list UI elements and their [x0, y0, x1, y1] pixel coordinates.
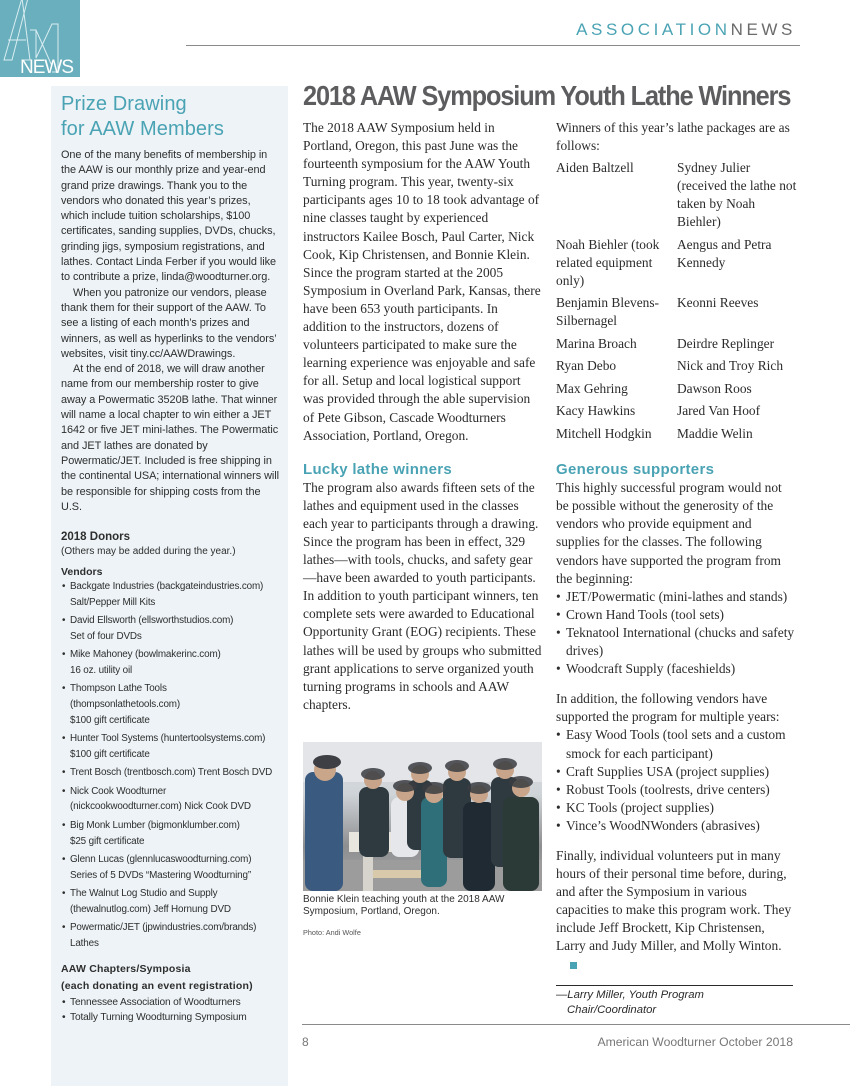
publication-footer: American Woodturner October 2018 [597, 1035, 793, 1049]
closing-text: Finally, individual volunteers put in many hours of their personal time before, during, and after the Symposium in various capacities to make this program work. They include Jeff Brockett, Kip Christensen, Larry and Judy Miller, and Molly Winton. [556, 847, 792, 954]
list-item-detail: $25 gift certificate [70, 835, 145, 847]
list-item-text: Thompson Lathe Tools (thompsonlathetools.com) [70, 683, 181, 711]
supporters-intro: This highly successful program would not be possible without the generosity of the vendors who provide equipment and supplies for the classes. The following vendors have supported the program from the beginning: [556, 480, 782, 586]
multi-year-supporters-list [556, 726, 796, 835]
logo-news-word: NEWS [20, 57, 73, 77]
list-item-detail: Series of 5 DVDs “Mastering Woodturning” [70, 869, 251, 881]
signature-line1: —Larry Miller, Youth Program [556, 988, 704, 1001]
intro-paragraph: The 2018 AAW Symposium held in Portland, Oregon, this past June was the fourteenth symposium for the AAW Youth Turning program. This year, twenty-six participants ages 10 to 18 took advantage of nine classes taught by experienced instructors Kailee Bosch, Paul Carter, Nick Cook, Kip Christensen, and Bonnie Klein. Since the program started at the 2005 Symposium in Overland Park, Kansas, there have been 653 youth participants. In addition to the instructors, dozens of volunteers participated to make sure the learning experience was enjoyable and safe for all. Setup and local logistical support was provided through the able supervision of Pete Gibson, Cascade Woodturners Association, Portland, Oregon. [303, 120, 541, 443]
list-item-text: Woodcraft Supply (faceshields) [566, 661, 736, 677]
list-item-detail: $100 gift certificate [70, 749, 150, 761]
chapters-heading-line2: (each donating an event registration) [61, 979, 253, 992]
founding-supporters-list [556, 588, 796, 678]
winner-name: Benjamin Blevens-Silbernagel [556, 295, 660, 329]
vendor-item [61, 920, 279, 952]
winner-name: Kacy Hawkins [556, 403, 636, 419]
list-item-detail: (thewalnutlog.com) Jeff Hornung DVD [70, 903, 231, 915]
vendor-item [61, 731, 279, 763]
list-item-text: The Walnut Log Studio and Supply [70, 887, 218, 899]
vendor-list [61, 579, 279, 952]
list-item-text: Robust Tools (toolrests, drive centers) [566, 781, 770, 797]
vendor-item [61, 818, 279, 850]
section-header [576, 20, 796, 40]
supporter-item [556, 588, 796, 606]
list-item-detail: Salt/Pepper Mill Kits [70, 596, 156, 608]
vendor-item [61, 765, 279, 781]
bullet-icon: • [62, 785, 66, 797]
sidebar-paragraph: When you patronize our vendors, please thank them for their support of the AAW. To see a listing of each month’s prizes and winners, as well as hyperlinks to the vendors’ websites, visit tiny.cc/AAWDrawings. [61, 286, 277, 360]
donors-heading: 2018 Donors [61, 531, 131, 544]
vendor-item [61, 886, 279, 918]
list-item-text: KC Tools (project supplies) [566, 799, 714, 815]
article-column-2 [556, 119, 796, 1018]
bullet-icon: • [62, 1012, 66, 1024]
supporter-item [556, 763, 796, 781]
youth-class-photo [303, 742, 542, 891]
list-item-text: Teknatool International (chucks and safety drives) [566, 624, 795, 659]
signature-line2: Chair/Coordinator [567, 1003, 657, 1016]
winner-name: Nick and Troy Rich [677, 358, 784, 374]
vendor-item [61, 852, 279, 884]
generous-supporters-heading: Generous supporters [556, 461, 715, 479]
bullet-icon: • [62, 853, 66, 865]
bullet-icon: • [62, 922, 66, 934]
bullet-icon: • [62, 649, 66, 661]
end-of-article-mark-icon [570, 962, 577, 969]
bullet-icon: • [62, 996, 66, 1008]
bullet-icon: • [556, 588, 561, 604]
photo-caption: Bonnie Klein teaching youth at the 2018 AAW Symposium, Portland, Oregon. [303, 893, 505, 918]
supporter-item [556, 781, 796, 799]
list-item-detail: $100 gift certificate [70, 715, 150, 726]
bullet-icon: • [556, 661, 561, 677]
winner-name: Sydney Julier (received the lathe not taken by Noah Biehler) [677, 160, 797, 230]
list-item-detail: (nickcookwoodturner.com) Nick Cook DVD [70, 801, 251, 813]
chapters-heading-line1: AAW Chapters/Symposia [61, 962, 191, 975]
bullet-icon: • [62, 733, 66, 745]
photo-illustration-icon [303, 742, 542, 891]
winners-list [556, 159, 796, 447]
bullet-icon: • [62, 767, 66, 779]
supporter-item [556, 660, 796, 678]
lucky-winners-paragraph: The program also awards fifteen sets of the lathes and equipment used in the classes each year to participants through a drawing. Since the program has been in effect, 329 lathes—with tools, chucks, and safety gear—have been awarded to youth participants. In addition to youth participant winners, ten complete sets were awarded to Educational Opportunity Grant (EOG) recipients. These lathes will be used by groups who submitted grant applications to serve organized youth turning programs in schools and AAW chapters. [303, 479, 542, 712]
lucky-winners-heading: Lucky lathe winners [303, 460, 453, 478]
page-number: 8 [302, 1035, 309, 1049]
chapter-item [61, 1010, 279, 1026]
winner-name: Deirdre Replinger [677, 335, 775, 351]
multi-year-intro: In addition, the following vendors have supported the program for multiple years: [556, 691, 780, 725]
vendor-item [61, 647, 279, 679]
list-item-text: Nick Cook Woodturner [70, 785, 167, 797]
bullet-icon: • [556, 727, 561, 743]
winner-name: Aengus and Petra Kennedy [677, 236, 772, 270]
list-item-text: Glenn Lucas (glennlucaswoodturning.com) [70, 853, 252, 865]
bullet-icon: • [62, 887, 66, 899]
list-item-text: Mike Mahoney (bowlmakerinc.com) [70, 649, 221, 661]
sidebar-paragraph: One of the many benefits of membership in the AAW is our monthly prize and year-end grand prize drawings. Thank you to the vendors who donated this year’s prizes, which include tuition scholarships, $100 certificates, sanding supplies, DVDs, chucks, grinding jigs, symposium registrations, and lathes. Contact Linda Ferber if you would like to contribute a prize, linda@woodturner.org. [61, 149, 277, 284]
winner-name: Mitchell Hodgkin [556, 425, 652, 441]
list-item-text: David Ellsworth (ellsworthstudios.com) [70, 615, 234, 627]
list-item-text: Crown Hand Tools (tool sets) [566, 606, 725, 622]
bullet-icon: • [62, 615, 66, 627]
photo-credit: Photo: Andi Wolfe [303, 927, 361, 937]
footer-divider [302, 1024, 850, 1025]
list-item-text: Powermatic/JET (jpwindustries.com/brands) Lathes [70, 922, 257, 949]
bullet-icon: • [556, 763, 561, 779]
sidebar-paragraph: At the end of 2018, we will draw another name from our membership roster to give away a Powermatic 3520B lathe. That winner will name a local chapter to win either a JET 1642 or five JET mini-lathes. The Powermatic and JET lathes are donated by Powermatic/JET. Included is free shipping in the continental USA; international winners will be responsible for shipping costs from the U.S. [61, 363, 279, 513]
supporter-item [556, 799, 796, 817]
winner-name: Max Gehring [556, 380, 628, 396]
winner-name: Jared Van Hoof [677, 403, 761, 419]
list-item-detail: 16 oz. utility oil [70, 665, 133, 677]
vendor-item [61, 681, 279, 728]
supporter-item [556, 817, 796, 835]
an-news-logo [0, 0, 80, 77]
bullet-icon: • [556, 624, 561, 640]
winner-name: Keonni Reeves [677, 295, 759, 311]
donors-note: (Others may be added during the year.) [61, 546, 236, 558]
winner-name: Maddie Welin [677, 425, 753, 441]
sidebar-title-line2: for AAW Members [61, 118, 225, 140]
article-signature [556, 988, 796, 1018]
sidebar-title-line1: Prize Drawing [61, 93, 187, 115]
prize-drawing-sidebar [51, 86, 288, 1086]
bullet-icon: • [556, 817, 561, 833]
supporter-item [556, 606, 796, 624]
list-item-text: Easy Wood Tools (tool sets and a custom smock for each participant) [566, 727, 786, 761]
list-item-text: Craft Supplies USA (project supplies) [566, 763, 770, 779]
list-item-text: Tennessee Association of Woodturners [70, 996, 241, 1008]
list-item-text: Big Monk Lumber (bigmonklumber.com) [70, 819, 240, 831]
header-divider [186, 45, 800, 46]
list-item-detail: Set of four DVDs [70, 631, 142, 643]
bullet-icon: • [556, 781, 561, 797]
chapter-list [61, 995, 279, 1027]
supporter-item [556, 726, 796, 762]
list-item-text: Backgate Industries (backgateindustries.com) [70, 581, 264, 593]
list-item-text: Trent Bosch (trentbosch.com) Trent Bosch DVD [70, 767, 273, 779]
vendor-item [61, 613, 279, 645]
vendor-item [61, 784, 279, 816]
bullet-icon: • [556, 606, 561, 622]
article-title: 2018 AAW Symposium Youth Lathe Winners [303, 80, 791, 111]
sidebar-title [61, 92, 279, 142]
signature-divider [556, 985, 793, 986]
list-item-text: Hunter Tool Systems (huntertoolsystems.com) [70, 733, 266, 745]
closing-paragraph [556, 847, 796, 974]
vendor-item [61, 579, 279, 611]
winner-name: Ryan Debo [556, 358, 617, 374]
winner-name: Aiden Baltzell [556, 160, 634, 176]
bullet-icon: • [62, 683, 66, 695]
winner-name: Marina Broach [556, 335, 637, 351]
supporter-item [556, 624, 796, 660]
section-header-rest: NEWS [730, 20, 796, 39]
vendors-heading: Vendors [61, 566, 103, 579]
winners-intro: Winners of this year’s lathe packages are as follows: [556, 120, 790, 154]
bullet-icon: • [556, 799, 561, 815]
article-column-1 [303, 119, 543, 942]
chapters-heading [61, 961, 279, 995]
list-item-text: Vince’s WoodNWonders (abrasives) [566, 817, 760, 833]
winner-name: Dawson Roos [677, 380, 752, 396]
list-item-text: Totally Turning Woodturning Symposium [70, 1012, 247, 1024]
winner-name: Noah Biehler (took related equipment only) [556, 236, 660, 288]
list-item-text: JET/Powermatic (mini-lathes and stands) [566, 588, 788, 604]
section-header-accent: ASSOCIATION [576, 20, 731, 39]
bullet-icon: • [62, 819, 66, 831]
bullet-icon: • [62, 581, 66, 593]
chapter-item [61, 995, 279, 1011]
